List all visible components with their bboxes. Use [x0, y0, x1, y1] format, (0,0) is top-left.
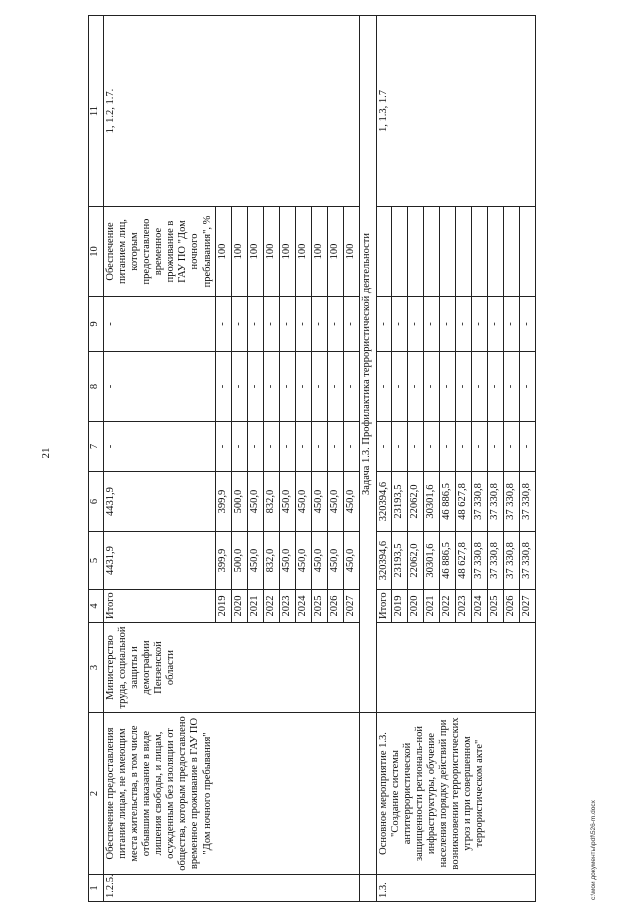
value-cell: 37 330,8 [519, 532, 535, 590]
indicator-value [376, 207, 391, 297]
value-cell: 450,0 [247, 532, 263, 590]
indicator-value [407, 207, 423, 297]
value-cell: 399,9 [215, 472, 231, 532]
col-header: 3 [89, 623, 104, 713]
indicator-value [471, 207, 487, 297]
value-cell: 30301,6 [423, 532, 439, 590]
value-cell: - [423, 422, 439, 472]
measure-row-1-2-5 [104, 16, 216, 902]
year: 2019 [215, 590, 231, 623]
value-cell: - [327, 352, 343, 422]
value-cell: - [215, 352, 231, 422]
value-cell: 37 330,8 [503, 532, 519, 590]
col-header: 2 [89, 713, 104, 875]
value-cell: 450,0 [343, 472, 359, 532]
page-number: 21 [40, 447, 52, 459]
year: 2027 [343, 590, 359, 623]
year: 2019 [391, 590, 407, 623]
value-cell: 450,0 [327, 532, 343, 590]
value-cell: - [295, 422, 311, 472]
value-cell: - [343, 352, 359, 422]
value-cell: - [407, 422, 423, 472]
value-cell: 450,0 [279, 532, 295, 590]
value-cell: - [519, 352, 535, 422]
indicator-value [439, 207, 455, 297]
indicator-value: 100 [279, 207, 295, 297]
value-cell: - [439, 297, 455, 352]
value-cell: 23193,5 [391, 532, 407, 590]
value-cell: 450,0 [295, 472, 311, 532]
measure-executor: Министерство труда, социальной защиты и демографии Пензенской области [104, 623, 360, 713]
col-header: 4 [89, 590, 104, 623]
year: 2023 [455, 590, 471, 623]
year: 2026 [327, 590, 343, 623]
value-cell: - [247, 297, 263, 352]
empty-cell [359, 713, 376, 875]
value-cell: - [279, 352, 295, 422]
indicator-value [423, 207, 439, 297]
col-header: 11 [89, 16, 104, 207]
value-cell: - [487, 352, 503, 422]
value-cell: - [295, 297, 311, 352]
value-cell: 22062,0 [407, 532, 423, 590]
year: 2021 [247, 590, 263, 623]
value-cell: - [247, 352, 263, 422]
measure-executor [376, 623, 535, 713]
file-path-footer: c:\мои документы\pdf\526-m.docx [590, 800, 597, 900]
value-cell: 37 330,8 [503, 472, 519, 532]
value-cell: 450,0 [247, 472, 263, 532]
value-cell: - [407, 352, 423, 422]
value-cell: 832,0 [263, 532, 279, 590]
total-value: - [104, 352, 216, 422]
total-value: - [376, 352, 391, 422]
total-value: - [104, 422, 216, 472]
value-cell: - [231, 297, 247, 352]
value-cell: - [391, 297, 407, 352]
year: 2024 [471, 590, 487, 623]
value-cell: - [391, 352, 407, 422]
measure-row-1-3 [376, 16, 391, 902]
value-cell: 450,0 [311, 532, 327, 590]
value-cell: - [215, 297, 231, 352]
table-body [89, 16, 536, 902]
year: 2027 [519, 590, 535, 623]
value-cell: - [471, 422, 487, 472]
value-cell: - [471, 352, 487, 422]
value-cell: - [519, 297, 535, 352]
value-cell: 450,0 [295, 532, 311, 590]
col-header: 6 [89, 472, 104, 532]
program-table [88, 15, 536, 902]
measure-number: 1.2.5. [104, 875, 360, 902]
indicator-value: 100 [215, 207, 231, 297]
value-cell: - [503, 297, 519, 352]
value-cell: 500,0 [231, 532, 247, 590]
value-cell: - [423, 297, 439, 352]
col-header: 7 [89, 422, 104, 472]
value-cell: 37 330,8 [519, 472, 535, 532]
value-cell: 450,0 [343, 532, 359, 590]
value-cell: - [311, 422, 327, 472]
value-cell: 832,0 [263, 472, 279, 532]
total-label: Итого [376, 590, 391, 623]
indicator-value [391, 207, 407, 297]
value-cell: - [327, 422, 343, 472]
value-cell: 48 627,8 [455, 472, 471, 532]
value-cell: - [215, 422, 231, 472]
total-value: - [376, 422, 391, 472]
value-cell: 500,0 [231, 472, 247, 532]
value-cell: - [247, 422, 263, 472]
year: 2025 [311, 590, 327, 623]
value-cell: 46 886,5 [439, 472, 455, 532]
value-cell: 37 330,8 [471, 532, 487, 590]
total-label: Итого [104, 590, 216, 623]
indicator-value: 100 [327, 207, 343, 297]
value-cell: - [343, 422, 359, 472]
value-cell: - [263, 352, 279, 422]
related-indicators: 1, 1.3, 1.7 [376, 16, 535, 207]
col-header: 9 [89, 297, 104, 352]
value-cell: - [263, 297, 279, 352]
value-cell: - [279, 422, 295, 472]
value-cell: 399,9 [215, 532, 231, 590]
value-cell: - [311, 352, 327, 422]
related-indicators: 1, 1.2, 1.7. [104, 16, 360, 207]
year: 2026 [503, 590, 519, 623]
year: 2022 [439, 590, 455, 623]
total-value: 4431,9 [104, 532, 216, 590]
value-cell: - [487, 297, 503, 352]
col-header: 10 [89, 207, 104, 297]
task-heading: Задача 1.3. Профилактика террористической деятельности [359, 16, 376, 713]
value-cell: - [343, 297, 359, 352]
value-cell: 37 330,8 [487, 532, 503, 590]
value-cell: - [423, 352, 439, 422]
total-value: 320394,6 [376, 472, 391, 532]
value-cell: - [503, 422, 519, 472]
measure-description: Обеспечение предоставления питания лицам, не имеющим места жительства, в том числе отбывшим наказание в виде лишения свободы, и лицам, осужденным без изоляции от общества, которым предоставлено временное проживание в ГАУ ПО "Дом ночного пребывания" [104, 713, 360, 875]
indicator-value [519, 207, 535, 297]
value-cell: 37 330,8 [471, 472, 487, 532]
value-cell: - [503, 352, 519, 422]
year: 2022 [263, 590, 279, 623]
value-cell: - [407, 297, 423, 352]
value-cell: - [327, 297, 343, 352]
indicator-value: 100 [263, 207, 279, 297]
year: 2021 [423, 590, 439, 623]
col-header: 1 [89, 875, 104, 902]
value-cell: - [455, 422, 471, 472]
empty-cell [359, 875, 376, 902]
value-cell: 46 886,5 [439, 532, 455, 590]
indicator-name: Обеспечение питанием лиц, которым предоставлено временное проживание в ГАУ ПО "Дом ночного пребывания", % [104, 207, 216, 297]
task-heading-row [359, 16, 376, 902]
year: 2025 [487, 590, 503, 623]
year: 2024 [295, 590, 311, 623]
indicator-value [503, 207, 519, 297]
value-cell: - [519, 422, 535, 472]
total-value: - [376, 297, 391, 352]
value-cell: 30301,6 [423, 472, 439, 532]
indicator-value: 100 [247, 207, 263, 297]
value-cell: 23193,5 [391, 472, 407, 532]
col-header: 8 [89, 352, 104, 422]
value-cell: - [279, 297, 295, 352]
indicator-value: 100 [295, 207, 311, 297]
indicator-value: 100 [231, 207, 247, 297]
value-cell: 37 330,8 [487, 472, 503, 532]
value-cell: - [487, 422, 503, 472]
value-cell: 48 627,8 [455, 532, 471, 590]
value-cell: - [295, 352, 311, 422]
year: 2023 [279, 590, 295, 623]
year: 2020 [231, 590, 247, 623]
total-value: - [104, 297, 216, 352]
indicator-value: 100 [343, 207, 359, 297]
year: 2020 [407, 590, 423, 623]
indicator-value: 100 [311, 207, 327, 297]
value-cell: - [391, 422, 407, 472]
value-cell: - [231, 422, 247, 472]
value-cell: 450,0 [279, 472, 295, 532]
value-cell: - [455, 352, 471, 422]
value-cell: - [471, 297, 487, 352]
value-cell: 22062,0 [407, 472, 423, 532]
header-row [89, 16, 104, 902]
value-cell: - [263, 422, 279, 472]
value-cell: - [439, 352, 455, 422]
total-value: 320394,6 [376, 532, 391, 590]
value-cell: 450,0 [327, 472, 343, 532]
indicator-value [455, 207, 471, 297]
measure-description: Основное мероприятие 1.3. "Создание системы антитеррористической защищенности региональ-ной инфраструктуры, обучение населения порядку действий при возникновении террористических угроз и при совершенном террористическом акте" [376, 713, 535, 875]
total-value: 4431,9 [104, 472, 216, 532]
value-cell: - [231, 352, 247, 422]
value-cell: - [439, 422, 455, 472]
indicator-value [487, 207, 503, 297]
value-cell: - [455, 297, 471, 352]
value-cell: - [311, 297, 327, 352]
value-cell: 450,0 [311, 472, 327, 532]
measure-number: 1.3. [376, 875, 535, 902]
col-header: 5 [89, 532, 104, 590]
